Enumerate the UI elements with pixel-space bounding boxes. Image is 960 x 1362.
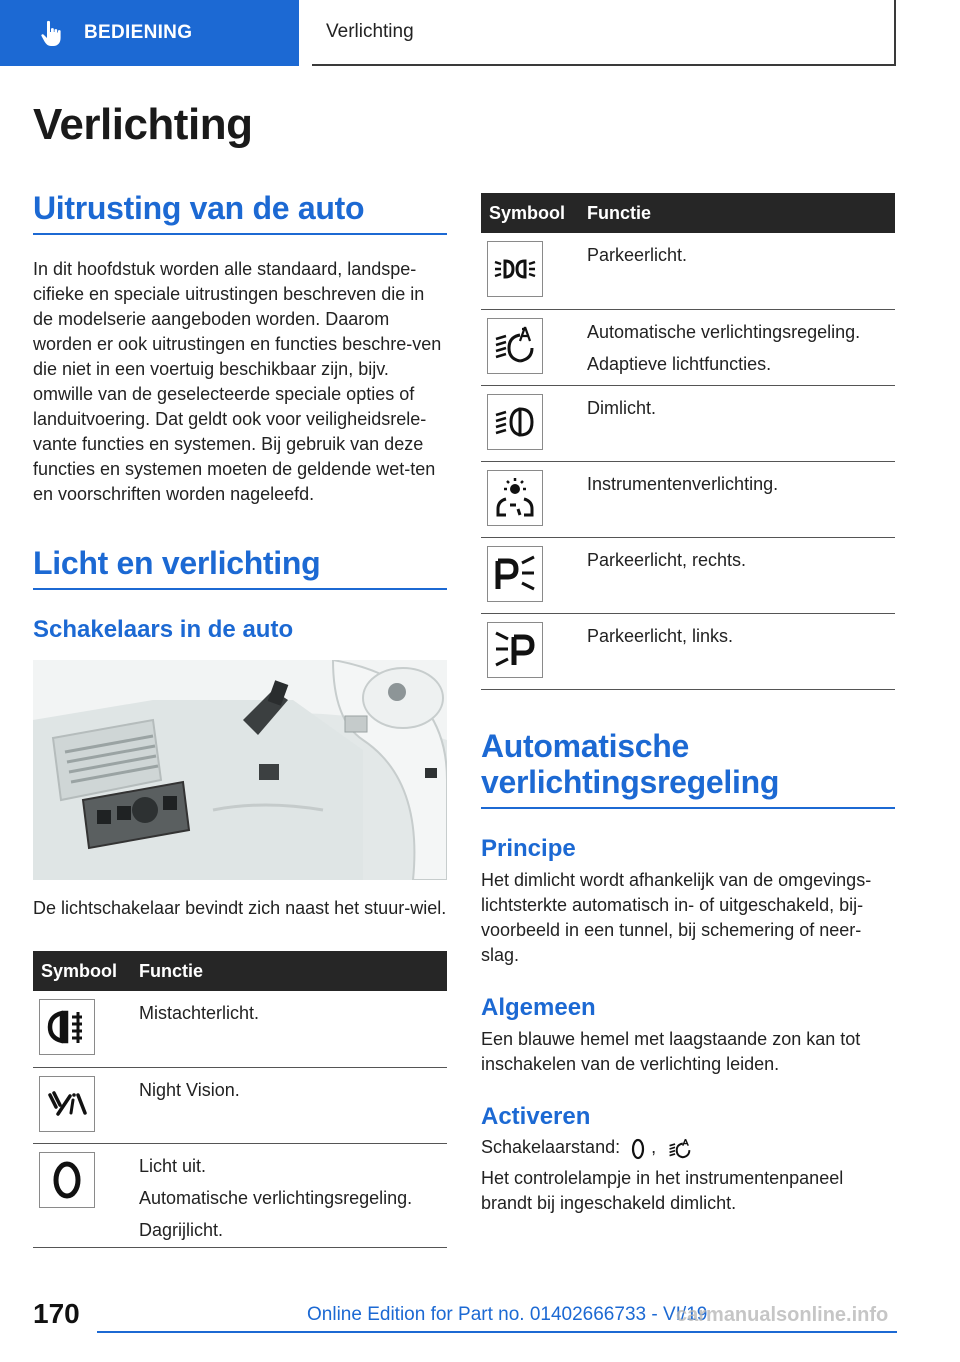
page-number: 170 [33,1298,80,1329]
table-row [33,1067,447,1143]
footer-divider [97,1331,897,1333]
function-text: Adaptieve lichtfuncties. [587,353,772,374]
table-row [481,385,895,461]
function-text: Parkeerlicht, rechts. [587,549,747,570]
function-text: Automatische verlichtingsregeling. [587,321,861,342]
table-header-function: Functie [139,951,447,991]
table-row [481,233,895,309]
instrument-lighting-icon [487,470,543,526]
right-column [481,193,895,1216]
subsection-title-switches: Schakelaars in de auto [33,615,294,643]
page-title: Verlichting [33,100,253,149]
parking-light-right-icon [487,546,543,602]
subsection-title-activate: Activeren [481,1102,591,1130]
table-row [481,309,895,385]
symbol-table-right [481,193,895,690]
auto-headlight-icon [487,318,543,374]
subsection-title-general: Algemeen [481,993,596,1021]
table-row [33,1143,447,1247]
breadcrumb[interactable]: Verlichting [312,0,896,66]
light-off-icon [39,1152,95,1208]
table-header-symbol: Symbool [481,193,587,233]
table-header-symbol: Symbool [33,951,139,991]
car-interior-illustration [33,660,447,880]
hand-pointer-icon [38,18,68,48]
light-switch-photo [33,660,447,880]
function-text: Mistachterlicht. [139,1003,260,1024]
function-text: Licht uit. [139,1155,207,1176]
night-vision-icon [39,1076,95,1132]
equipment-paragraph: In dit hoofdstuk worden alle standaard, landspe-cifieke en speciale uitrustingen beschreven die in de modelserie aangeboden worden. Daarom worden er ook uitrustingen en functies beschre-ven die niet in een voertuig beschikbaar zijn, bijv. omwille van de geselecteerde speciale opties of landuitvoering. Dat geldt ook voor veiligheidsrele-vante functies en systemen. Bij gebruik van deze functies en systemen moeten de geldende wet-ten en voorschriften worden nageleefd. [33,258,442,504]
subsection-title-principle: Principe [481,835,576,863]
parking-light-left-icon [487,622,543,678]
auto-headlight-icon [667,1138,693,1160]
watermark: carmanualsonline.info [676,1304,889,1326]
photo-caption: De lichtschakelaar bevindt zich naast het stuur-wiel. [33,898,447,919]
activate-label: Schakelaarstand: [481,1137,621,1158]
table-row [481,461,895,537]
function-text: Parkeerlicht, links. [587,625,734,646]
light-off-icon [631,1138,645,1160]
activate-switch-position [481,1135,895,1160]
section-title-lighting: Licht en verlichting [33,545,447,590]
symbol-table-left [33,951,447,1248]
section-tab-label: BEDIENING [84,22,193,43]
section-title-equipment: Uitrusting van de auto [33,190,447,235]
function-text: Parkeerlicht. [587,245,688,265]
low-beam-icon [487,394,543,450]
activate-paragraph: Het controlelampje in het instrumentenpaneel brandt bij ingeschakeld dimlicht. [481,1168,844,1214]
table-row [481,613,895,689]
function-text: Instrumentenverlichting. [587,473,779,494]
function-text: Dagrijlicht. [139,1219,224,1240]
table-row [481,537,895,613]
footer-edition: Online Edition for Part no. 01402666733 - VI/19 [307,1304,708,1325]
principle-paragraph: Het dimlicht wordt afhankelijk van de omgevings-lichtsterkte automatisch in- of uitgeschakeld, bij-voorbeeld in een tunnel, bij schemering of neer-slag. [481,869,872,965]
section-title-auto-lighting: Automatische verlichtingsregeling [481,728,895,810]
function-text: Night Vision. [139,1079,240,1100]
activate-separator: , [651,1137,657,1158]
section-tab-bediening[interactable] [0,0,299,66]
table-row [33,991,447,1067]
page-header [0,0,960,66]
left-column [33,190,447,1248]
table-header-function: Functie [587,193,895,233]
function-text: Automatische verlichtingsregeling. [139,1187,413,1208]
parking-light-icon [487,241,543,297]
function-text: Dimlicht. [587,397,657,418]
general-paragraph: Een blauwe hemel met laagstaande zon kan tot inschakelen van de verlichting leiden. [481,1028,861,1074]
rear-fog-light-icon [39,999,95,1055]
